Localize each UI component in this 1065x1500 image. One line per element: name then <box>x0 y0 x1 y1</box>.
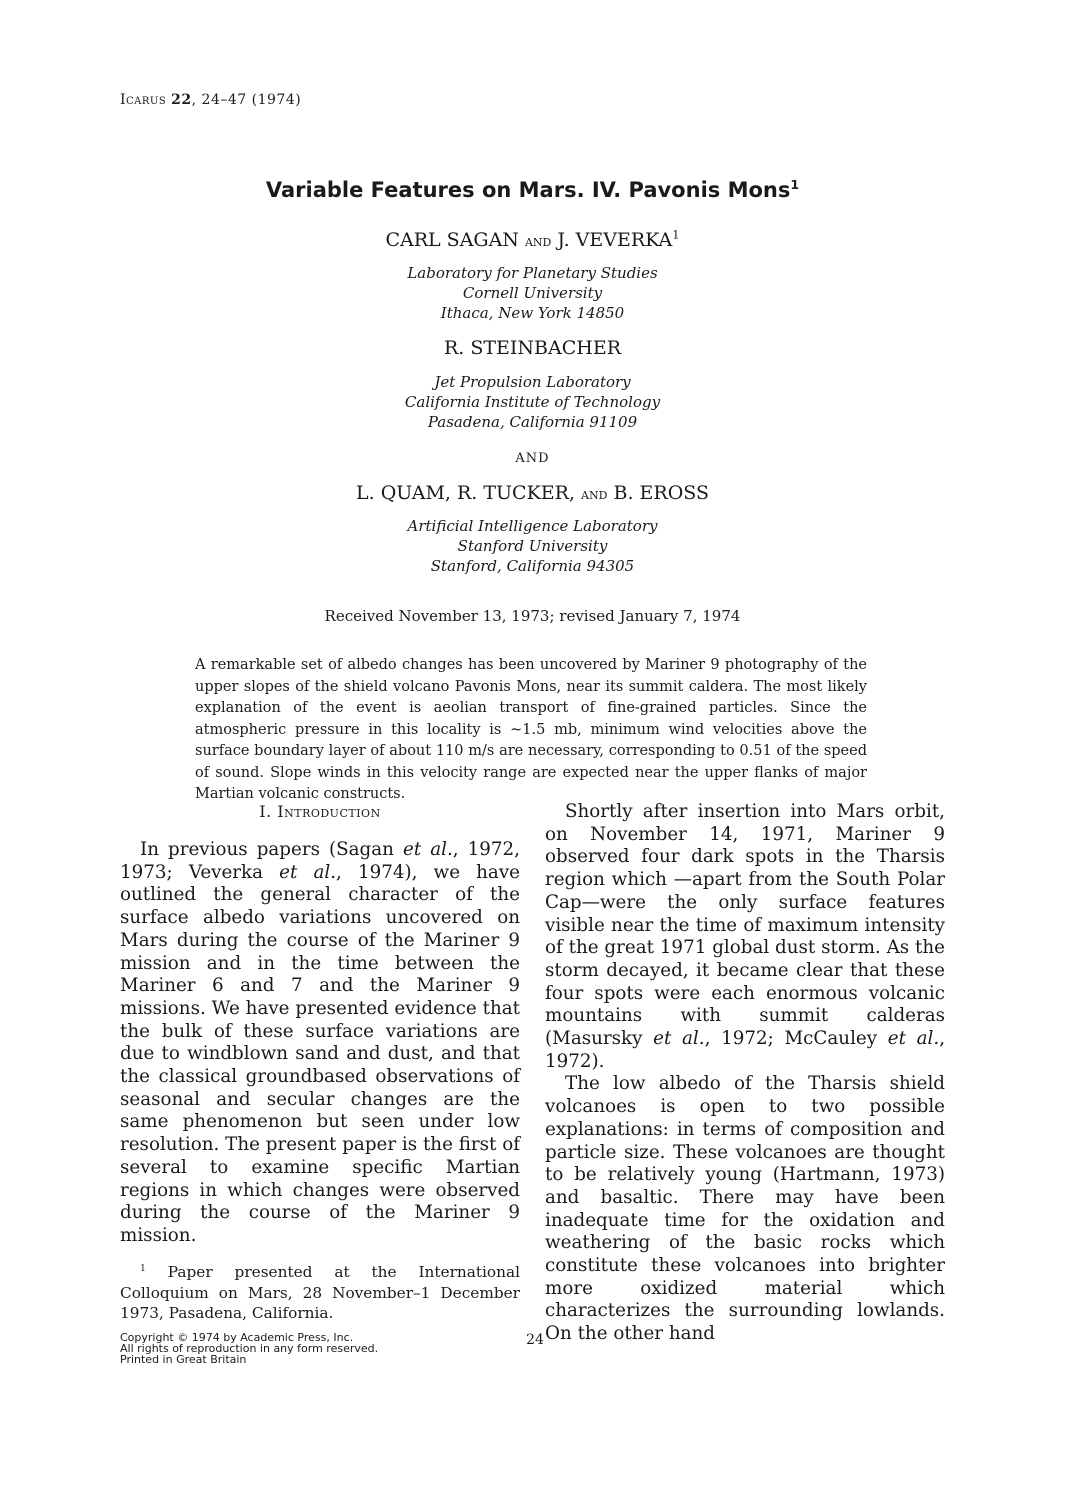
page-number: 24 <box>526 1332 544 1348</box>
right-column <box>545 801 945 1346</box>
copyright-line: All rights of reproduction in any form reserved. <box>120 1342 379 1355</box>
affiliation-line: Stanford University <box>457 537 608 555</box>
left-column <box>120 839 520 1248</box>
author-steinbacher: R. STEINBACHER <box>443 337 622 359</box>
affiliation-line: Laboratory for Planetary Studies <box>407 264 658 282</box>
affiliation-line: Ithaca, New York 14850 <box>440 304 625 322</box>
author-footnote-mark: 1 <box>672 227 680 242</box>
affiliation-2 <box>0 372 1065 432</box>
copyright-line: Copyright © 1974 by Academic Press, Inc. <box>120 1331 354 1344</box>
affiliation-line: Stanford, California 94305 <box>430 557 635 575</box>
author-veverka: J. VEVERKA <box>557 229 673 251</box>
author-quam-tucker: L. QUAM, R. TUCKER, <box>356 482 575 504</box>
affiliation-line: Jet Propulsion Laboratory <box>434 373 631 391</box>
copyright-line: Printed in Great Britain <box>120 1353 247 1366</box>
author-line-1 <box>0 229 1065 251</box>
affiliation-3 <box>0 516 1065 576</box>
author-line-3 <box>0 482 1065 504</box>
received-date: Received November 13, 1973; revised January 7, 1974 <box>324 607 741 625</box>
paper-title <box>0 178 1065 202</box>
copyright-notice <box>120 1332 378 1365</box>
footnote-mark: 1 <box>140 1262 146 1274</box>
author-conjunction: and <box>524 231 552 250</box>
and-separator: AND <box>515 451 550 466</box>
footnote-text: Paper presented at the International Colloquium on Mars, 28 November–1 December 1973, Pasadena, California. <box>120 1263 520 1322</box>
paper-title-text: Variable Features on Mars. IV. Pavonis Mons <box>265 178 791 202</box>
intro-paragraph: In previous papers (Sagan et al., 1972, 1973; Veverka et al., 1974), we have outlined the general character of the surface albedo variations uncovered on Mars during the course of the Mariner 9 mission and in the time between the Mariner 6 and 7 and the Mariner 9 missions. We have presented evidence that the bulk of these surface variations are due to windblown sand and dust, and that the classical groundbased observations of seasonal and secular changes are the same phenomenon but seen under low resolution. The present paper is the first of several to examine specific Martian regions in which changes were observed during the course of the Mariner 9 mission. <box>120 839 520 1246</box>
title-footnote-mark: 1 <box>790 177 800 192</box>
journal-pages-year: , 24–47 (1974) <box>191 92 302 108</box>
footnote <box>120 1262 520 1324</box>
affiliation-line: California Institute of Technology <box>404 393 661 411</box>
affiliation-1 <box>0 263 1065 323</box>
journal-volume: 22 <box>171 92 192 108</box>
author-eross: B. EROSS <box>613 482 709 504</box>
journal-name: Icarus <box>120 92 167 108</box>
author-sagan: CARL SAGAN <box>385 229 519 251</box>
section-number: I. <box>259 802 272 821</box>
affiliation-line: Cornell University <box>462 284 603 302</box>
body-paragraph-2: The low albedo of the Tharsis shield volcanoes is open to two possible explanations: in terms of composition and particle size. These volcanoes are thought to be relatively young (Hartmann, 1973) and basaltic. There may have been inadequate time for the oxidation and weathering of the basic rocks which constitute these volcanoes into brighter more oxidized material which characterizes the surrounding lowlands. On the other hand <box>545 1073 945 1345</box>
journal-reference <box>120 92 301 108</box>
affiliation-line: Pasadena, California 91109 <box>427 413 638 431</box>
section-heading <box>120 802 520 821</box>
body-paragraph-1: Shortly after insertion into Mars orbit, on November 14, 1971, Mariner 9 observed four dark spots in the Tharsis region which —apart from the South Polar Cap—were the only surface features visible near the time of maximum intensity of the great 1971 global dust storm. As the storm decayed, it became clear that these four spots were each enormous volcanic mountains with summit calderas (Masursky et al., 1972; McCauley et al., 1972). <box>545 801 945 1072</box>
affiliation-line: Artificial Intelligence Laboratory <box>407 517 658 535</box>
abstract: A remarkable set of albedo changes has been uncovered by Mariner 9 photography of the upper slopes of the shield volcano Pavonis Mons, near its summit caldera. The most likely explanation of the event is aeolian transport of fine-grained particles. Since the atmospheric pressure in this locality is ~1.5 mb, minimum wind velocities above the surface boundary layer of about 110 m/s are necessary, corresponding to 0.51 of the speed of sound. Slope winds in this velocity range are expected near the upper flanks of major Martian volcanic constructs. <box>195 657 867 802</box>
section-title: Introduction <box>277 802 381 821</box>
author-conjunction: and <box>581 484 608 503</box>
